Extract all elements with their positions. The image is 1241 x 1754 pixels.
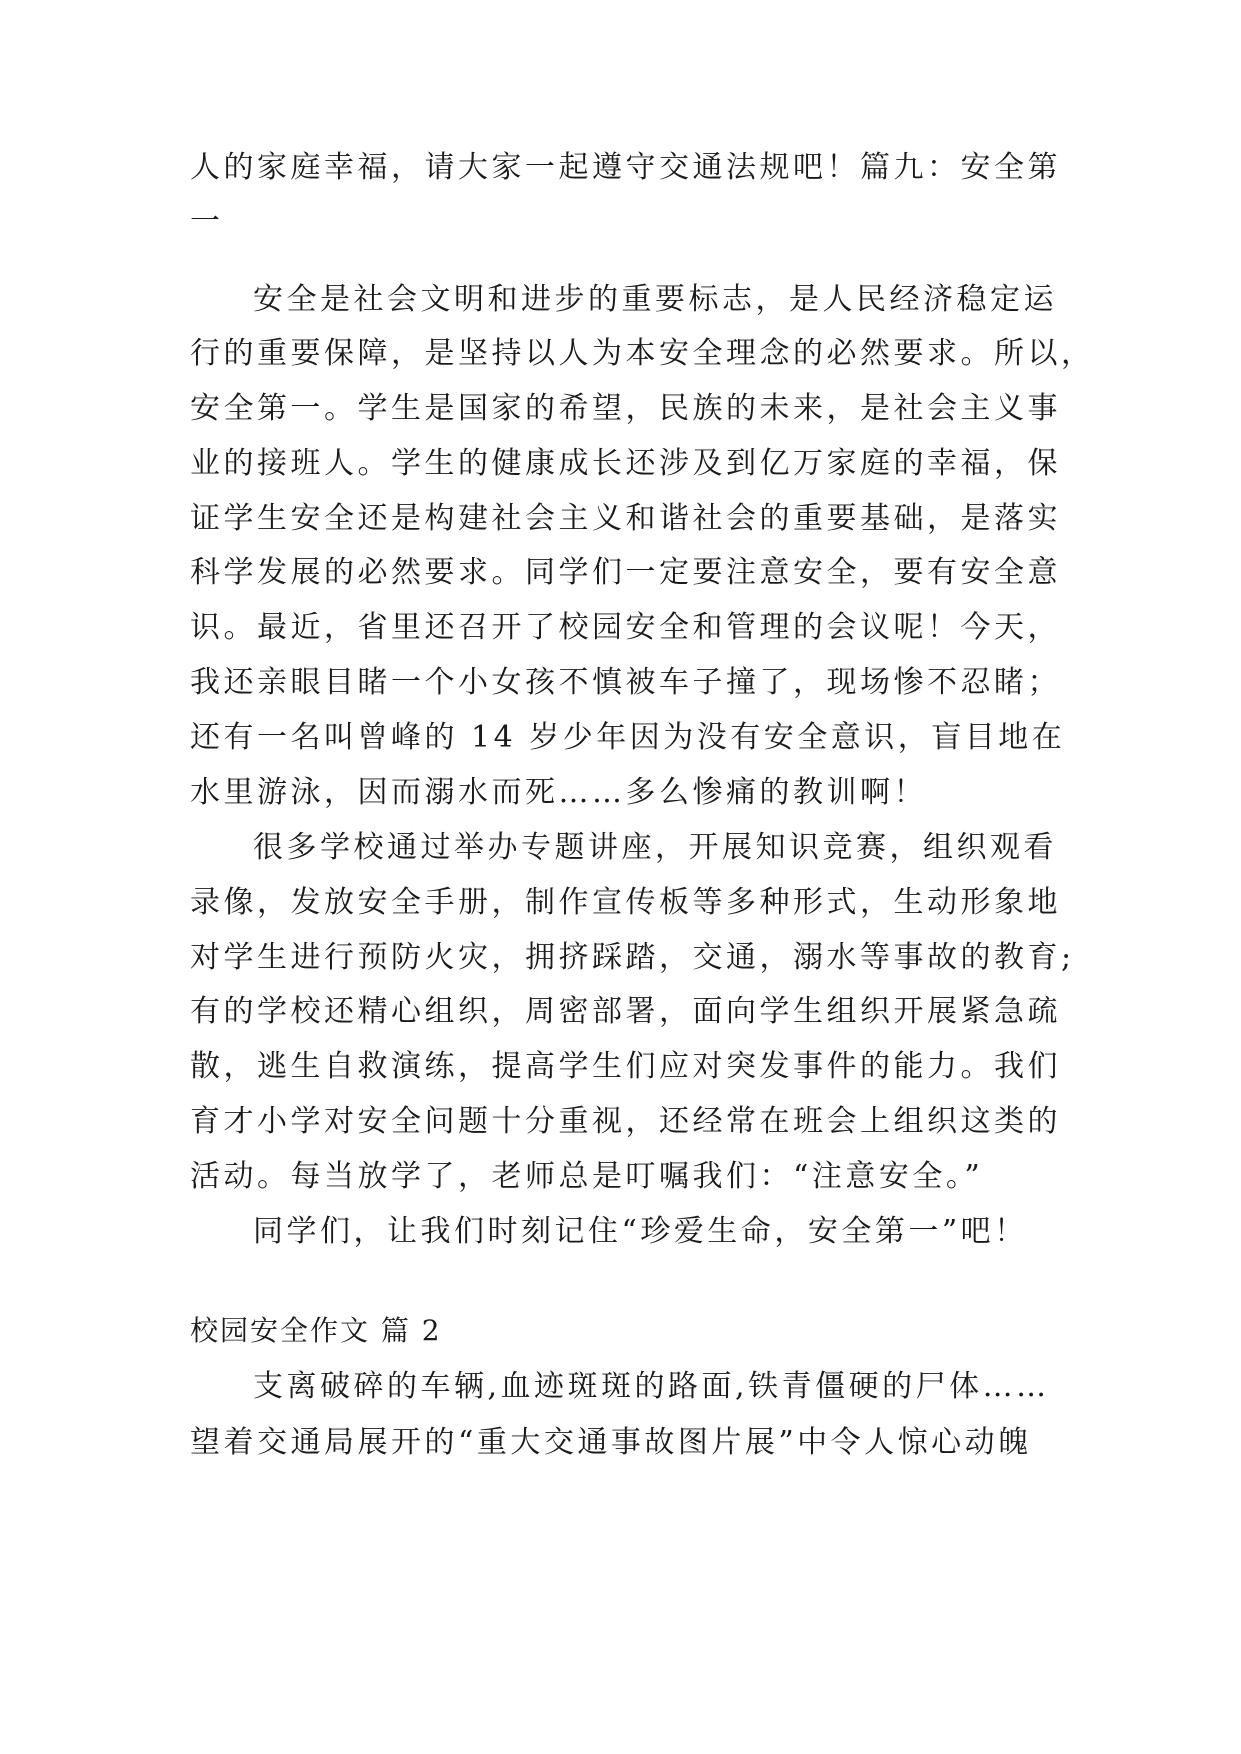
paragraph-start-line: 很多学校通过举办专题讲座，开展知识竞赛，组织观看: [253, 830, 1057, 865]
text-line: 科学发展的必然要求。同学们一定要注意安全，要有安全意: [190, 555, 1061, 590]
text-line: 业的接班人。学生的健康成长还涉及到亿万家庭的幸福，保: [190, 446, 1061, 481]
text-line: 录像，发放安全手册，制作宣传板等多种形式，生动形象地: [190, 885, 1061, 920]
text-line: 对学生进行预防火灾，拥挤踩踏，交通，溺水等事故的教育;: [190, 940, 1075, 975]
paragraph-start-line: 支离破碎的车辆,血迹斑斑的路面,铁青僵硬的尸体……: [253, 1369, 1050, 1404]
paragraph-start-line: 安全是社会文明和进步的重要标志，是人民经济稳定运: [253, 282, 1057, 317]
text-line: 人的家庭幸福，请大家一起遵守交通法规吧！篇九：安全第: [190, 150, 1061, 185]
text-line: 行的重要保障，是坚持以人为本安全理念的必然要求。所以，: [190, 336, 1095, 371]
section-heading: 校园安全作文 篇 2: [190, 1314, 442, 1347]
paragraph-start-line: 同学们，让我们时刻记住“珍爱生命，安全第一”吧！: [253, 1214, 1028, 1249]
text-line: 育才小学对安全问题十分重视，还经常在班会上组织这类的: [190, 1104, 1061, 1139]
text-line: 还有一名叫曾峰的 14 岁少年因为没有安全意识，盲目地在: [190, 720, 1066, 755]
text-line: 有的学校还精心组织，周密部署，面向学生组织开展紧急疏: [190, 994, 1061, 1029]
text-line: 识。最近，省里还召开了校园安全和管理的会议呢！今天，: [190, 610, 1061, 645]
text-line: 一: [190, 204, 224, 239]
text-line: 望着交通局展开的“重大交通事故图片展”中令人惊心动魄: [190, 1425, 1032, 1460]
text-line: 证学生安全还是构建社会主义和谐社会的重要基础，是落实: [190, 501, 1061, 536]
text-line: 活动。每当放学了，老师总是叮嘱我们：“注意安全。”: [190, 1159, 984, 1194]
text-line: 安全第一。学生是国家的希望，民族的未来，是社会主义事: [190, 391, 1061, 426]
text-line: 我还亲眼目睹一个小女孩不慎被车子撞了，现场惨不忍睹；: [190, 665, 1061, 700]
text-line: 水里游泳，因而溺水而死……多么惨痛的教训啊！: [190, 775, 927, 810]
text-line: 散，逃生自救演练，提高学生们应对突发事件的能力。我们: [190, 1049, 1061, 1084]
